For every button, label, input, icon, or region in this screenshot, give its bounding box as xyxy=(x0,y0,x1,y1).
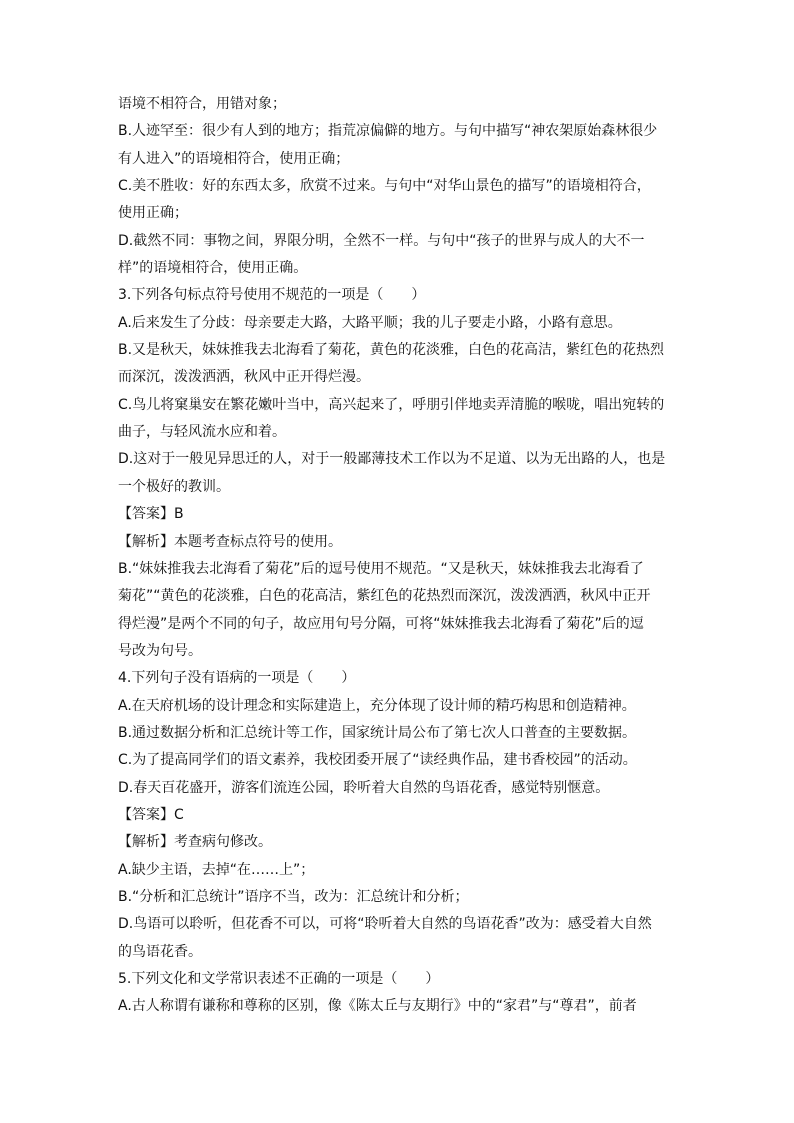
question-3-analysis: 【解析】本题考查标点符号的使用。 xyxy=(118,533,342,550)
question-3-option-d: D.这对于一般见异思迁的人，对于一般鄙薄技术工作以为不足道、以为无出路的人，也是 xyxy=(118,451,666,468)
question-5-option-a: A.古人称谓有谦称和尊称的区别，像《陈太丘与友期行》中的“家君”与“尊君”，前者 xyxy=(118,998,637,1015)
text-line: B.“妹妹推我去北海看了菊花”后的逗号使用不规范。“又是秋天，妹妹推我去北海看了 xyxy=(118,560,644,577)
question-3-option-c-cont: 曲子，与轻风流水应和着。 xyxy=(118,424,286,441)
text-line: B.“分析和汇总统计”语序不当，改为：汇总统计和分析； xyxy=(118,888,469,905)
text-line: D.截然不同：事物之间，界限分明，全然不一样。与句中“孩子的世界与成人的大不一 xyxy=(118,232,645,249)
text-line: 有人进入”的语境相符合，使用正确； xyxy=(118,150,350,167)
question-4-option-a: A.在天府机场的设计理念和实际建造上，充分体现了设计师的精巧构思和创造精神。 xyxy=(118,697,636,714)
text-line: 得烂漫”是两个不同的句子，故应用句号分隔，可将“妹妹推我去北海看了菊花”后的逗 xyxy=(118,615,644,632)
text-line: 号改为句号。 xyxy=(118,642,202,659)
question-3-option-c: C.鸟儿将窠巢安在繁花嫩叶当中，高兴起来了，呼朋引伴地卖弄清脆的喉咙，唱出宛转的 xyxy=(118,396,665,413)
question-4-stem: 4.下列句子没有语病的一项是（ ） xyxy=(118,670,356,687)
text-line: B.人迹罕至：很少有人到的地方；指荒凉偏僻的地方。与句中描写“神农架原始森林很少 xyxy=(118,123,658,140)
text-line: 的鸟语花香。 xyxy=(118,943,202,960)
question-3-option-d-cont: 一个极好的教训。 xyxy=(118,478,230,495)
question-4-option-d: D.春天百花盛开，游客们流连公园，聆听着大自然的鸟语花香，感觉特别惬意。 xyxy=(118,779,610,796)
question-3-option-b: B.又是秋天，妹妹推我去北海看了菊花，黄色的花淡雅，白色的花高洁，紫红色的花热烈 xyxy=(118,342,665,359)
question-4-option-c: C.为了提高同学们的语文素养，我校团委开展了“读经典作品，建书香校园”的活动。 xyxy=(118,752,637,769)
text-line: 语境不相符合，用错对象； xyxy=(118,96,286,112)
text-line: A.缺少主语，去掉“在……上”； xyxy=(118,861,315,878)
text-line: 使用正确； xyxy=(118,205,188,222)
question-3-stem: 3.下列各句标点符号使用不规范的一项是（ ） xyxy=(118,287,426,304)
text-line: 菊花”“黄色的花淡雅，白色的花高洁，紫红色的花热烈而深沉，泼泼洒洒，秋风中正开 xyxy=(118,588,651,605)
question-5-stem: 5.下列文化和文学常识表述不正确的一项是（ ） xyxy=(118,971,440,987)
text-line: 样”的语境相符合，使用正确。 xyxy=(118,260,308,277)
question-3-answer: 【答案】B xyxy=(118,506,184,523)
text-line: D.鸟语可以聆听，但花香不可以，可将“聆听着大自然的鸟语花香”改为：感受着大自然 xyxy=(118,916,652,933)
text-line: C.美不胜收：好的东西太多，欣赏不过来。与句中“对华山景色的描写”的语境相符合， xyxy=(118,178,651,195)
question-4-option-b: B.通过数据分析和汇总统计等工作，国家统计局公布了第七次人口普查的主要数据。 xyxy=(118,724,637,741)
question-4-answer: 【答案】C xyxy=(118,806,184,823)
question-3-option-a: A.后来发生了分歧：母亲要走大路，大路平顺；我的儿子要走小路，小路有意思。 xyxy=(118,314,622,331)
document-body xyxy=(118,91,678,1021)
question-4-analysis: 【解析】考查病句修改。 xyxy=(118,834,272,851)
question-3-option-b-cont: 而深沉，泼泼洒洒，秋风中正开得烂漫。 xyxy=(118,369,370,386)
